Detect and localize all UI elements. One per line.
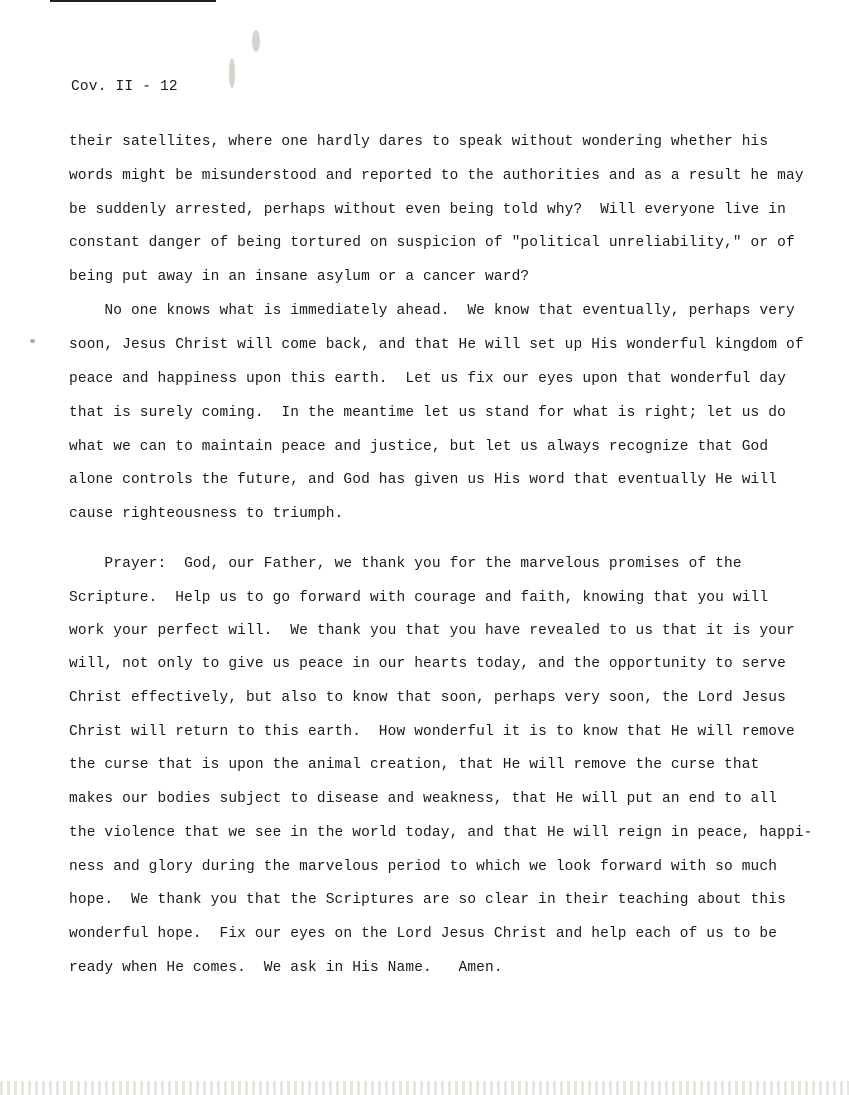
scan-bottom-edge: [0, 1081, 849, 1095]
top-edge-rule: [50, 0, 216, 2]
text-line: soon, Jesus Christ will come back, and that He will set up His wonderful kingdom of: [69, 337, 804, 353]
text-line: cause righteousness to triumph.: [69, 506, 344, 522]
text-line: peace and happiness upon this earth. Let us fix our eyes upon that wonderful day: [69, 371, 786, 387]
text-line: being put away in an insane asylum or a cancer ward?: [69, 269, 530, 285]
text-line: wonderful hope. Fix our eyes on the Lord Jesus Christ and help each of us to be: [69, 926, 778, 942]
text-line: work your perfect will. We thank you that you have revealed to us that it is your: [69, 623, 795, 639]
text-line: Scripture. Help us to go forward with courage and faith, knowing that you will: [69, 590, 769, 606]
ink-stain: [229, 58, 235, 88]
text-line: be suddenly arrested, perhaps without even being told why? Will everyone live in: [69, 202, 786, 218]
text-line: the violence that we see in the world today, and that He will reign in peace, happi-: [69, 825, 813, 841]
text-line: alone controls the future, and God has given us His word that eventually He will: [69, 472, 778, 488]
text-line: their satellites, where one hardly dares to speak without wondering whether his: [69, 134, 769, 150]
text-line: Christ effectively, but also to know that soon, perhaps very soon, the Lord Jesus: [69, 690, 786, 706]
text-line: Prayer: God, our Father, we thank you for the marvelous promises of the: [69, 556, 742, 572]
text-line: ready when He comes. We ask in His Name. Amen.: [69, 960, 503, 976]
text-line: the curse that is upon the animal creation, that He will remove the curse that: [69, 757, 760, 773]
text-line: makes our bodies subject to disease and weakness, that He will put an end to all: [69, 791, 778, 807]
text-line: No one knows what is immediately ahead. We know that eventually, perhaps very: [69, 303, 795, 319]
ink-stain: [252, 30, 260, 52]
text-line: hope. We thank you that the Scriptures are so clear in their teaching about this: [69, 892, 786, 908]
text-line: words might be misunderstood and reported to the authorities and as a result he may: [69, 168, 804, 184]
ink-stain: [30, 339, 35, 343]
text-line: will, not only to give us peace in our hearts today, and the opportunity to serve: [69, 656, 786, 672]
page-header: Cov. II - 12: [71, 79, 178, 95]
text-line: constant danger of being tortured on suspicion of "political unreliability," or of: [69, 235, 795, 251]
text-line: what we can to maintain peace and justice, but let us always recognize that God: [69, 439, 769, 455]
text-line: that is surely coming. In the meantime let us stand for what is right; let us do: [69, 405, 786, 421]
text-line: ness and glory during the marvelous period to which we look forward with so much: [69, 859, 778, 875]
text-line: Christ will return to this earth. How wonderful it is to know that He will remove: [69, 724, 795, 740]
